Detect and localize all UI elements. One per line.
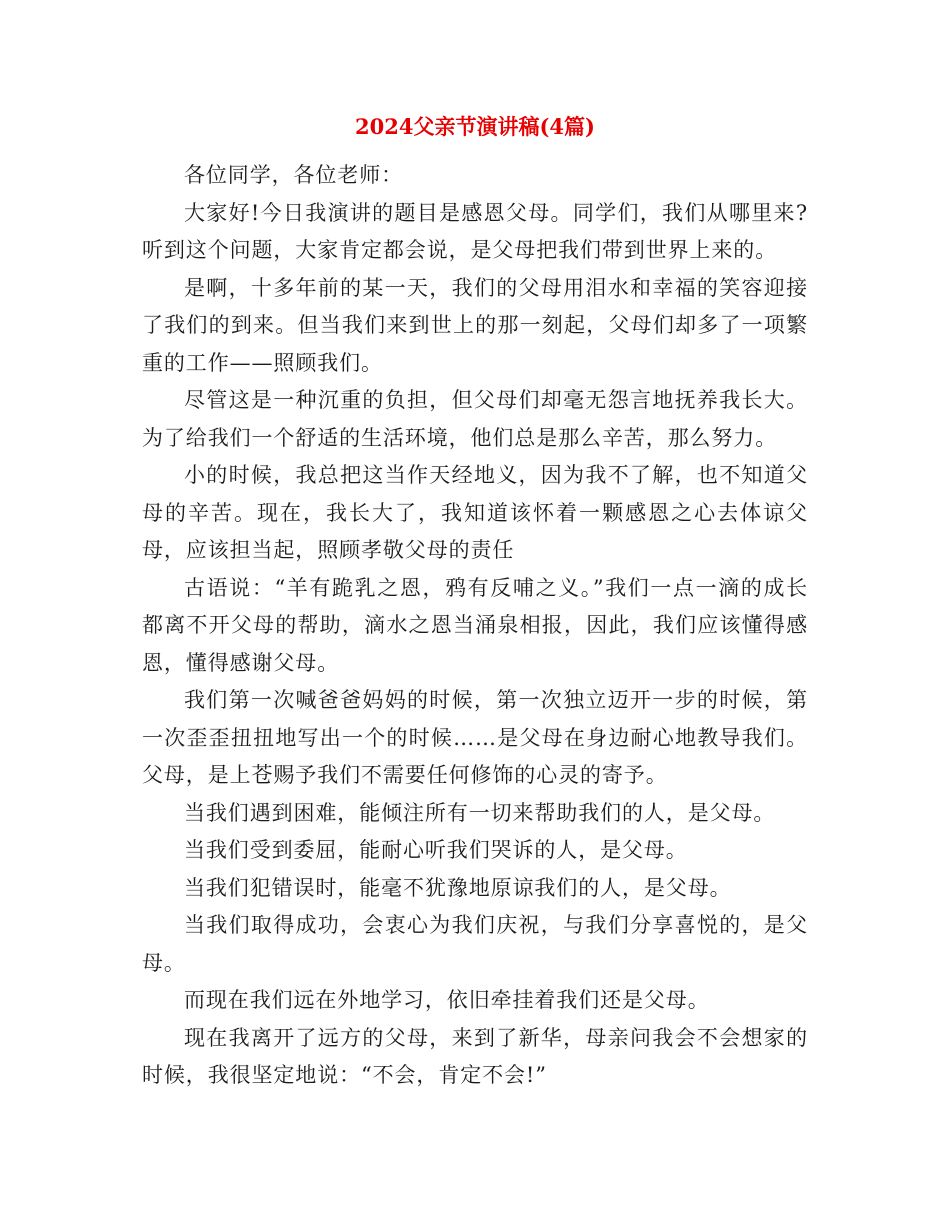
document-title: 2024父亲节演讲稿(4篇) xyxy=(355,114,595,139)
paragraph: 而现在我们远在外地学习，依旧牵挂着我们还是父母。 xyxy=(184,988,710,1012)
paragraph: 是啊，十多年前的某一天，我们的父母用泪水和幸福的笑容迎接了我们的到来。但当我们来到世上的那一刻起，父母们却多了一项繁重的工作——照顾我们。 xyxy=(142,275,808,375)
paragraph: 当我们犯错误时，能毫不犹豫地原谅我们的人，是父母。 xyxy=(184,875,732,900)
paragraph: 当我们遇到困难，能倾注所有一切来帮助我们的人，是父母。 xyxy=(184,800,776,825)
paragraph: 当我们受到委屈，能耐心听我们哭诉的人，是父母。 xyxy=(184,838,688,862)
paragraph: 大家好!今日我演讲的题目是感恩父母。同学们，我们从哪里来?听到这个问题，大家肯定都会说，是父母把我们带到世界上来的。 xyxy=(142,200,808,262)
paragraph-greeting: 各位同学，各位老师： xyxy=(184,163,403,187)
paragraph: 当我们取得成功，会衷心为我们庆祝，与我们分享喜悦的，是父母。 xyxy=(142,913,808,975)
paragraph: 现在我离开了远方的父母，来到了新华，母亲问我会不会想家的时候，我很坚定地说：“不会，肯定不会!” xyxy=(142,1025,808,1087)
paragraph: 我们第一次喊爸爸妈妈的时候，第一次独立迈开一步的时候，第一次歪歪扭扭地写出一个的时候……是父母在身边耐心地教导我们。父母，是上苍赐予我们不需要任何修饰的心灵的寄予。 xyxy=(142,688,808,787)
document-body xyxy=(142,157,808,1095)
paragraph: 古语说：“羊有跪乳之恩，鸦有反哺之义。”我们一点一滴的成长都离不开父母的帮助，滴水之恩当涌泉相报，因此，我们应该懂得感恩，懂得感谢父母。 xyxy=(142,575,808,675)
paragraph: 小的时候，我总把这当作天经地义，因为我不了解，也不知道父母的辛苦。现在，我长大了，我知道该怀着一颗感恩之心去体谅父母，应该担当起，照顾孝敬父母的责任 xyxy=(142,463,808,562)
paragraph: 尽管这是一种沉重的负担，但父母们却毫无怨言地抚养我长大。为了给我们一个舒适的生活环境，他们总是那么辛苦，那么努力。 xyxy=(142,388,808,450)
